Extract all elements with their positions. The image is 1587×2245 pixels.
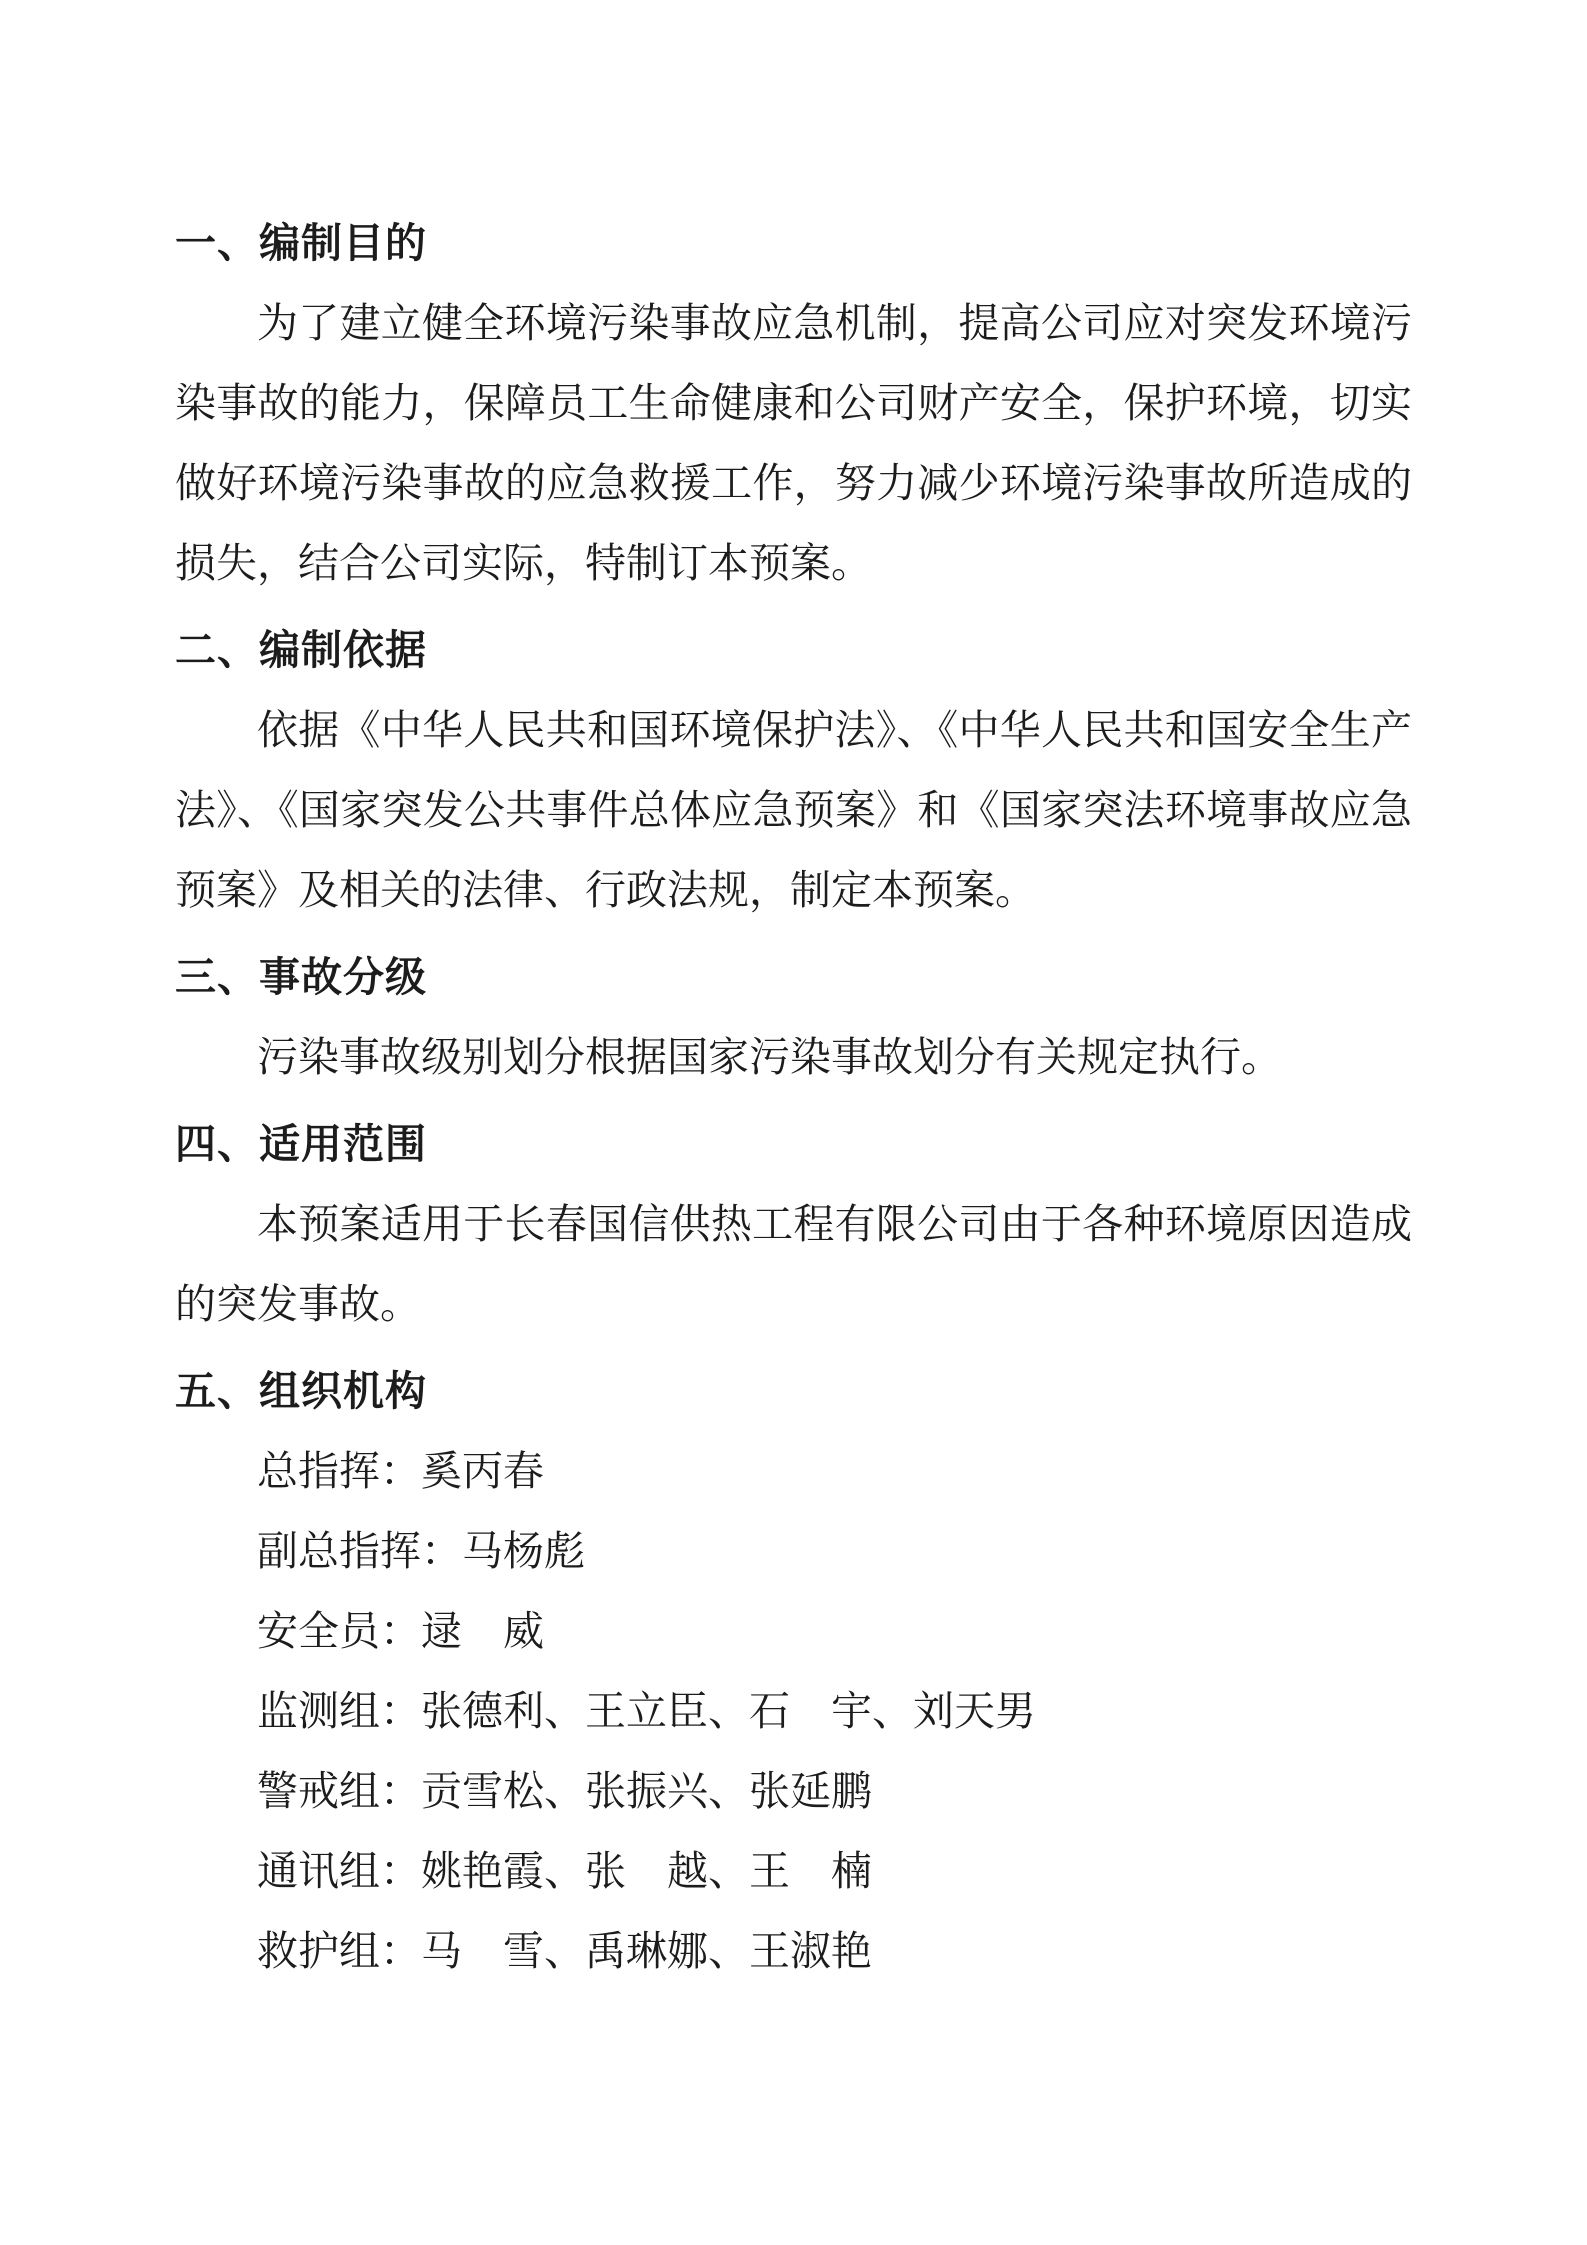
section-heading: 二、编制依据 xyxy=(175,626,427,674)
section-scope xyxy=(175,1104,1412,1344)
section-heading: 三、事故分级 xyxy=(175,953,427,1001)
section-heading: 五、组织机构 xyxy=(175,1367,427,1415)
section-organization xyxy=(175,1351,1412,1991)
role-line-chief-commander: 总指挥：奚丙春 xyxy=(257,1447,544,1495)
section-accident-grading xyxy=(175,937,1412,1097)
paragraph: 污染事故级别划分根据国家污染事故划分有关规定执行。 xyxy=(257,1033,1282,1081)
role-line-communication-team: 通讯组：姚艳霞、张 越、王 楠 xyxy=(257,1847,872,1895)
role-line-rescue-team: 救护组：马 雪、禹琳娜、王淑艳 xyxy=(257,1927,872,1975)
section-basis xyxy=(175,610,1412,930)
paragraph: 本预案适用于长春国信供热工程有限公司由于各种环境原因造成的突发事故。 xyxy=(175,1200,1412,1328)
role-line-security-team: 警戒组：贡雪松、张振兴、张延鹏 xyxy=(257,1767,872,1815)
section-purpose xyxy=(175,203,1412,603)
paragraph: 依据《中华人民共和国环境保护法》、《中华人民共和国安全生产法》、《国家突发公共事件总体应急预案》和《国家突法环境事故应急预案》及相关的法律、行政法规，制定本预案。 xyxy=(175,706,1412,914)
paragraph: 为了建立健全环境污染事故应急机制，提高公司应对突发环境污染事故的能力，保障员工生命健康和公司财产安全，保护环境，切实做好环境污染事故的应急救援工作，努力减少环境污染事故所造成的损失，结合公司实际，特制订本预案。 xyxy=(175,299,1412,587)
role-line-deputy-commander: 副总指挥：马杨彪 xyxy=(257,1527,585,1575)
role-line-safety-officer: 安全员：逯 威 xyxy=(257,1607,544,1655)
role-line-monitoring-team: 监测组：张德利、王立臣、石 宇、刘天男 xyxy=(257,1687,1036,1735)
section-heading: 四、适用范围 xyxy=(175,1120,427,1168)
section-heading: 一、编制目的 xyxy=(175,219,427,267)
